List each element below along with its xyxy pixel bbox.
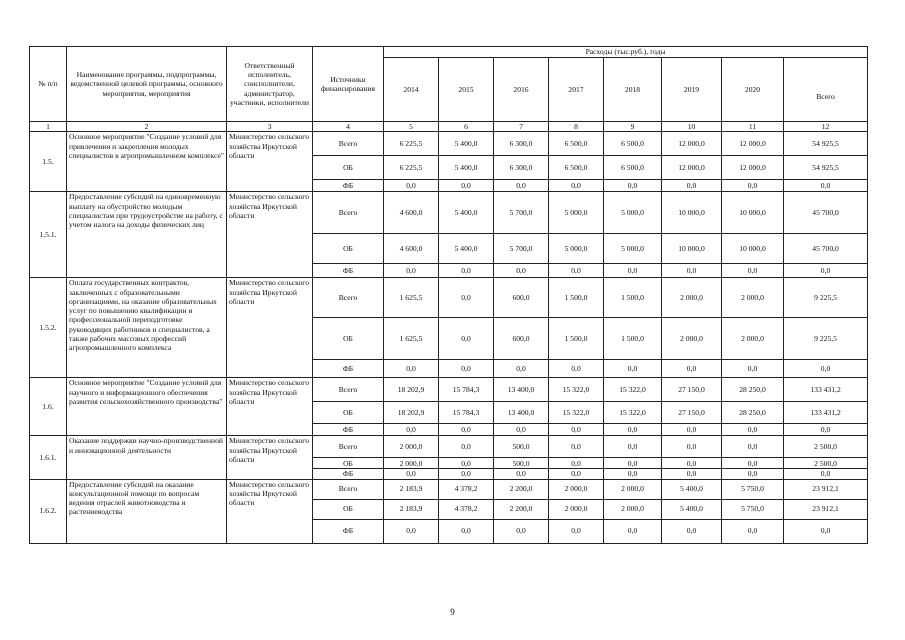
expense-value: 0,0 xyxy=(494,360,549,378)
expense-value: 13 400,0 xyxy=(494,402,549,424)
expense-value: 0,0 xyxy=(384,360,439,378)
header-responsible: Ответственный исполнитель, соисполнители, администратор, участники, исполнители xyxy=(227,47,313,122)
expense-value: 0,0 xyxy=(604,458,662,469)
expense-value: 0,0 xyxy=(439,264,494,278)
expense-value: 2 000,0 xyxy=(722,278,784,318)
row-number: 1.5. xyxy=(30,132,67,192)
table-row xyxy=(30,278,868,318)
expense-value: 0,0 xyxy=(549,264,604,278)
expense-value: 0,0 xyxy=(439,180,494,192)
expense-value: 0,0 xyxy=(722,264,784,278)
expense-value: 0,0 xyxy=(494,469,549,479)
expense-value: 0,0 xyxy=(662,519,722,543)
header-expenses: Расходы (тыс.руб.), годы xyxy=(384,47,868,58)
activity-name: Предоставление субсидий на единовременную выплату на обустройство молодым специалистам при трудоустройстве на работу, с учетом налога на доходы физических лиц xyxy=(67,192,227,278)
expense-value: 10 000,0 xyxy=(662,192,722,234)
responsible-executor: Министерство сельского хозяйства Иркутской области xyxy=(227,132,313,192)
expense-value: 6 500,0 xyxy=(604,132,662,156)
funding-source: ФБ xyxy=(313,519,384,543)
total-value: 9 225,5 xyxy=(784,318,868,360)
budget-table xyxy=(29,46,868,544)
funding-source: ОБ xyxy=(313,318,384,360)
activity-name: Основное мероприятие "Создание условий для привлечения и закрепления молодых специалистов в агропромышленном комплексе" xyxy=(67,132,227,192)
expense-value: 500,0 xyxy=(494,458,549,469)
table-row xyxy=(30,192,868,234)
table-body xyxy=(30,132,868,543)
table-row xyxy=(30,132,868,156)
funding-source: Всего xyxy=(313,278,384,318)
expense-value: 5 700,0 xyxy=(494,234,549,264)
expense-value: 12 000,0 xyxy=(662,132,722,156)
expense-value: 5 750,0 xyxy=(722,479,784,499)
expense-value: 0,0 xyxy=(439,318,494,360)
expense-value: 0,0 xyxy=(662,458,722,469)
row-number: 1.6.2. xyxy=(30,479,67,543)
expense-value: 0,0 xyxy=(662,436,722,458)
expense-value: 600,0 xyxy=(494,318,549,360)
expense-value: 1 500,0 xyxy=(549,318,604,360)
total-value: 2 500,0 xyxy=(784,458,868,469)
expense-value: 28 250,0 xyxy=(722,378,784,402)
expense-value: 5 000,0 xyxy=(549,192,604,234)
row-number: 1.6. xyxy=(30,378,67,436)
header-year: 2015 xyxy=(439,58,494,122)
expense-value: 600,0 xyxy=(494,278,549,318)
column-index: 2 xyxy=(67,122,227,132)
expense-value: 0,0 xyxy=(604,469,662,479)
expense-value: 2 000,0 xyxy=(662,318,722,360)
column-index: 7 xyxy=(494,122,549,132)
expense-value: 2 000,0 xyxy=(384,436,439,458)
expense-value: 0,0 xyxy=(662,360,722,378)
expense-value: 2 000,0 xyxy=(722,318,784,360)
expense-value: 0,0 xyxy=(384,519,439,543)
column-index: 3 xyxy=(227,122,313,132)
expense-value: 0,0 xyxy=(549,458,604,469)
column-index: 10 xyxy=(662,122,722,132)
expense-value: 4 378,2 xyxy=(439,479,494,499)
expense-value: 28 250,0 xyxy=(722,402,784,424)
expense-value: 4 600,0 xyxy=(384,234,439,264)
expense-value: 12 000,0 xyxy=(662,156,722,180)
column-index: 5 xyxy=(384,122,439,132)
expense-value: 6 300,0 xyxy=(494,156,549,180)
expense-value: 6 500,0 xyxy=(549,156,604,180)
expense-value: 4 600,0 xyxy=(384,192,439,234)
expense-value: 5 400,0 xyxy=(439,132,494,156)
expense-value: 5 400,0 xyxy=(439,234,494,264)
column-index: 1 xyxy=(30,122,67,132)
funding-source: ОБ xyxy=(313,156,384,180)
header-num: № п/п xyxy=(30,47,67,122)
row-number: 1.6.1. xyxy=(30,436,67,479)
column-index: 12 xyxy=(784,122,868,132)
expense-value: 1 625,5 xyxy=(384,318,439,360)
total-value: 0,0 xyxy=(784,180,868,192)
total-value: 54 925,5 xyxy=(784,156,868,180)
expense-value: 0,0 xyxy=(722,469,784,479)
column-index: 11 xyxy=(722,122,784,132)
expense-value: 13 400,0 xyxy=(494,378,549,402)
expense-value: 0,0 xyxy=(549,360,604,378)
expense-value: 0,0 xyxy=(722,360,784,378)
total-value: 0,0 xyxy=(784,469,868,479)
expense-value: 0,0 xyxy=(549,519,604,543)
expense-value: 5 000,0 xyxy=(604,192,662,234)
expense-value: 4 378,2 xyxy=(439,499,494,519)
expense-value: 0,0 xyxy=(384,424,439,436)
expense-value: 0,0 xyxy=(549,180,604,192)
expense-value: 0,0 xyxy=(384,180,439,192)
funding-source: Всего xyxy=(313,192,384,234)
total-value: 0,0 xyxy=(784,360,868,378)
expense-value: 15 322,0 xyxy=(549,378,604,402)
expense-value: 0,0 xyxy=(384,264,439,278)
activity-name: Основное мероприятие "Создание условий для научного и информационного обеспечения развития сельскохозяйственного производства" xyxy=(67,378,227,436)
funding-source: ФБ xyxy=(313,424,384,436)
expense-value: 5 400,0 xyxy=(662,499,722,519)
expense-value: 10 000,0 xyxy=(722,234,784,264)
expense-value: 0,0 xyxy=(722,424,784,436)
column-index: 9 xyxy=(604,122,662,132)
header-year: 2019 xyxy=(662,58,722,122)
total-value: 133 431,2 xyxy=(784,378,868,402)
expense-value: 6 300,0 xyxy=(494,132,549,156)
expense-value: 15 784,3 xyxy=(439,402,494,424)
expense-value: 2 000,0 xyxy=(384,458,439,469)
total-value: 23 912,1 xyxy=(784,499,868,519)
expense-value: 2 000,0 xyxy=(549,499,604,519)
expense-value: 1 500,0 xyxy=(549,278,604,318)
expense-value: 2 183,9 xyxy=(384,499,439,519)
expense-value: 5 400,0 xyxy=(662,479,722,499)
row-number: 1.5.2. xyxy=(30,278,67,378)
expense-value: 5 000,0 xyxy=(604,234,662,264)
expense-value: 15 322,0 xyxy=(604,378,662,402)
row-number: 1.5.1. xyxy=(30,192,67,278)
funding-source: ФБ xyxy=(313,360,384,378)
expense-value: 0,0 xyxy=(384,469,439,479)
header-year: 2020 xyxy=(722,58,784,122)
expense-value: 27 150,0 xyxy=(662,378,722,402)
funding-source: ОБ xyxy=(313,402,384,424)
expense-value: 0,0 xyxy=(494,424,549,436)
total-value: 0,0 xyxy=(784,264,868,278)
expense-value: 0,0 xyxy=(439,278,494,318)
expense-value: 2 183,9 xyxy=(384,479,439,499)
expense-value: 10 000,0 xyxy=(722,192,784,234)
expense-value: 5 000,0 xyxy=(549,234,604,264)
expense-value: 5 750,0 xyxy=(722,499,784,519)
expense-value: 0,0 xyxy=(662,469,722,479)
header-year: 2014 xyxy=(384,58,439,122)
expense-value: 15 322,0 xyxy=(604,402,662,424)
funding-source: ФБ xyxy=(313,469,384,479)
funding-source: ОБ xyxy=(313,499,384,519)
expense-value: 0,0 xyxy=(604,519,662,543)
expense-value: 2 000,0 xyxy=(604,479,662,499)
responsible-executor: Министерство сельского хозяйства Иркутской области xyxy=(227,278,313,378)
table-row xyxy=(30,479,868,499)
expense-value: 2 000,0 xyxy=(604,499,662,519)
expense-value: 0,0 xyxy=(494,180,549,192)
column-index: 6 xyxy=(439,122,494,132)
responsible-executor: Министерство сельского хозяйства Иркутской области xyxy=(227,436,313,479)
expense-value: 0,0 xyxy=(604,360,662,378)
funding-source: Всего xyxy=(313,132,384,156)
funding-source: ФБ xyxy=(313,264,384,278)
column-index: 8 xyxy=(549,122,604,132)
expense-value: 2 200,0 xyxy=(494,479,549,499)
funding-source: ОБ xyxy=(313,458,384,469)
activity-name: Оплата государственных контрактов, заключенных с образовательными организациями, на оказание образовательных услуг по повышению квалификации и профессиональной переподготовке руководящих работников и специалистов, а также рабочих массовых профессий агропромышленного комплекса xyxy=(67,278,227,378)
total-value: 54 925,5 xyxy=(784,132,868,156)
total-value: 45 700,0 xyxy=(784,234,868,264)
expense-value: 18 202,9 xyxy=(384,378,439,402)
expense-value: 6 500,0 xyxy=(549,132,604,156)
expense-value: 0,0 xyxy=(494,519,549,543)
expense-value: 0,0 xyxy=(722,458,784,469)
total-value: 45 700,0 xyxy=(784,192,868,234)
expense-value: 0,0 xyxy=(722,436,784,458)
expense-value: 12 000,0 xyxy=(722,132,784,156)
table-row xyxy=(30,436,868,458)
expense-value: 15 784,3 xyxy=(439,378,494,402)
expense-value: 5 400,0 xyxy=(439,156,494,180)
total-value: 23 912,1 xyxy=(784,479,868,499)
expense-value: 5 400,0 xyxy=(439,192,494,234)
expense-value: 6 225,5 xyxy=(384,156,439,180)
expense-value: 27 150,0 xyxy=(662,402,722,424)
expense-value: 2 200,0 xyxy=(494,499,549,519)
expense-value: 1 500,0 xyxy=(604,278,662,318)
expense-value: 1 625,5 xyxy=(384,278,439,318)
expense-value: 0,0 xyxy=(439,424,494,436)
expense-value: 0,0 xyxy=(549,424,604,436)
expense-value: 0,0 xyxy=(439,458,494,469)
expense-value: 0,0 xyxy=(662,264,722,278)
activity-name: Оказание поддержки научно-производственной и инновационной деятельности xyxy=(67,436,227,479)
responsible-executor: Министерство сельского хозяйства Иркутской области xyxy=(227,378,313,436)
header-year: 2017 xyxy=(549,58,604,122)
expense-value: 0,0 xyxy=(604,180,662,192)
expense-value: 1 500,0 xyxy=(604,318,662,360)
page-number: 9 xyxy=(450,607,455,617)
header-year: 2018 xyxy=(604,58,662,122)
funding-source: ФБ xyxy=(313,180,384,192)
responsible-executor: Министерство сельского хозяйства Иркутской области xyxy=(227,479,313,543)
expense-value: 0,0 xyxy=(722,519,784,543)
funding-source: Всего xyxy=(313,479,384,499)
header-total: Всего xyxy=(784,58,868,122)
expense-value: 0,0 xyxy=(604,424,662,436)
expense-value: 0,0 xyxy=(662,424,722,436)
expense-value: 0,0 xyxy=(722,180,784,192)
header-year: 2016 xyxy=(494,58,549,122)
expense-value: 0,0 xyxy=(662,180,722,192)
expense-value: 5 700,0 xyxy=(494,192,549,234)
expense-value: 0,0 xyxy=(439,436,494,458)
total-value: 0,0 xyxy=(784,519,868,543)
total-value: 133 431,2 xyxy=(784,402,868,424)
funding-source: ОБ xyxy=(313,234,384,264)
expense-value: 0,0 xyxy=(549,436,604,458)
header-sources: Источники финансирования xyxy=(313,47,384,122)
table-row xyxy=(30,378,868,402)
expense-value: 500,0 xyxy=(494,436,549,458)
expense-value: 2 000,0 xyxy=(662,278,722,318)
expense-value: 0,0 xyxy=(439,360,494,378)
expense-value: 0,0 xyxy=(604,436,662,458)
expense-value: 0,0 xyxy=(439,519,494,543)
funding-source: Всего xyxy=(313,378,384,402)
expense-value: 0,0 xyxy=(604,264,662,278)
column-index: 4 xyxy=(313,122,384,132)
expense-value: 0,0 xyxy=(549,469,604,479)
activity-name: Предоставление субсидий на оказание консультационной помощи по вопросам ведения отраслей животноводства и растениеводства xyxy=(67,479,227,543)
responsible-executor: Министерство сельского хозяйства Иркутской области xyxy=(227,192,313,278)
total-value: 9 225,5 xyxy=(784,278,868,318)
expense-value: 12 000,0 xyxy=(722,156,784,180)
expense-value: 18 202,9 xyxy=(384,402,439,424)
funding-source: Всего xyxy=(313,436,384,458)
total-value: 0,0 xyxy=(784,424,868,436)
expense-value: 6 500,0 xyxy=(604,156,662,180)
expense-value: 6 225,5 xyxy=(384,132,439,156)
expense-value: 10 000,0 xyxy=(662,234,722,264)
header-name: Наименование программы, подпрограммы, ведомственной целевой программы, основного мероприятия, мероприятия xyxy=(67,47,227,122)
total-value: 2 500,0 xyxy=(784,436,868,458)
expense-value: 15 322,0 xyxy=(549,402,604,424)
expense-value: 0,0 xyxy=(494,264,549,278)
expense-value: 0,0 xyxy=(439,469,494,479)
expense-value: 2 000,0 xyxy=(549,479,604,499)
